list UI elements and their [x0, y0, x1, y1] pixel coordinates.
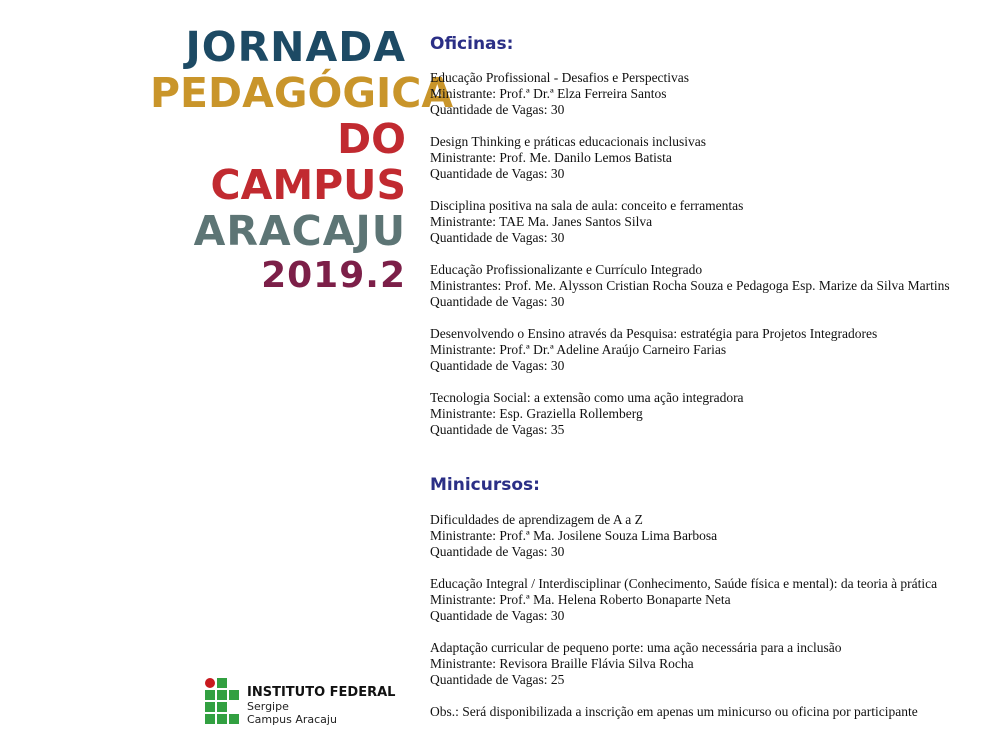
minicurso-vacancies: Quantidade de Vagas: 25	[430, 672, 565, 687]
oficina-instructor: Ministrante: TAE Ma. Janes Santos Silva	[430, 214, 653, 229]
logo-campus: Campus Aracaju	[247, 713, 337, 726]
oficina-instructor: Ministrante: Prof. Me. Danilo Lemos Batista	[430, 150, 672, 165]
oficina-vacancies: Quantidade de Vagas: 30	[430, 102, 565, 117]
oficina-title: Tecnologia Social: a extensão como uma ação integradora	[430, 390, 744, 405]
oficina-vacancies: Quantidade de Vagas: 30	[430, 230, 565, 245]
oficina-title: Disciplina positiva na sala de aula: conceito e ferramentas	[430, 198, 744, 213]
minicurso-title: Dificuldades de aprendizagem de A a Z	[430, 512, 643, 527]
oficina-vacancies: Quantidade de Vagas: 30	[430, 358, 565, 373]
instituto-federal-logo	[205, 678, 405, 733]
oficina-item	[430, 198, 995, 246]
event-title	[150, 23, 454, 298]
left-column	[0, 0, 454, 750]
minicurso-title: Educação Integral / Interdisciplinar (Conhecimento, Saúde física e mental): da teoria à prática	[430, 576, 938, 591]
oficina-vacancies: Quantidade de Vagas: 35	[430, 422, 565, 437]
oficina-item	[430, 262, 995, 310]
minicurso-vacancies: Quantidade de Vagas: 30	[430, 544, 565, 559]
title-line-1: JORNADA	[185, 23, 406, 71]
logo-institution: INSTITUTO FEDERAL	[247, 685, 396, 700]
minicursos-heading: Minicursos:	[430, 475, 540, 495]
oficina-vacancies: Quantidade de Vagas: 30	[430, 166, 565, 181]
oficina-item	[430, 326, 995, 374]
title-line-3: DO CAMPUS	[210, 115, 406, 209]
oficinas-heading: Oficinas:	[430, 34, 514, 54]
oficina-title: Educação Profissional - Desafios e Perspectivas	[430, 70, 690, 85]
oficina-item	[430, 134, 995, 182]
oficina-instructor: Ministrante: Esp. Graziella Rollemberg	[430, 406, 643, 421]
minicurso-item	[430, 512, 995, 560]
title-line-2: PEDAGÓGICA	[150, 69, 454, 117]
oficina-instructor: Ministrante: Prof.ª Dr.ª Adeline Araújo Carneiro Farias	[430, 342, 727, 357]
oficina-title: Desenvolvendo o Ensino através da Pesquisa: estratégia para Projetos Integradores	[430, 326, 878, 341]
minicurso-instructor: Ministrante: Revisora Braille Flávia Silva Rocha	[430, 656, 694, 671]
minicurso-instructor: Ministrante: Prof.ª Ma. Josilene Souza Lima Barbosa	[430, 528, 718, 543]
observation-note: Obs.: Será disponibilizada a inscrição em apenas um minicurso ou oficina por participante	[430, 704, 918, 719]
oficina-instructor: Ministrante: Prof.ª Dr.ª Elza Ferreira Santos	[430, 86, 667, 101]
oficina-item	[430, 390, 995, 438]
minicurso-item	[430, 576, 995, 624]
logo-text	[247, 686, 395, 726]
oficina-vacancies: Quantidade de Vagas: 30	[430, 294, 565, 309]
minicurso-vacancies: Quantidade de Vagas: 30	[430, 608, 565, 623]
minicurso-item	[430, 640, 995, 688]
title-line-4: ARACAJU	[193, 207, 406, 255]
right-column	[430, 0, 995, 750]
minicurso-instructor: Ministrante: Prof.ª Ma. Helena Roberto Bonaparte Neta	[430, 592, 731, 607]
oficina-title: Educação Profissionalizante e Currículo Integrado	[430, 262, 703, 277]
oficina-instructor: Ministrantes: Prof. Me. Alysson Cristian Rocha Souza e Pedagoga Esp. Marize da Silva Martins	[430, 278, 950, 293]
minicurso-title: Adaptação curricular de pequeno porte: uma ação necessária para a inclusão	[430, 640, 842, 655]
logo-icon	[205, 678, 241, 728]
title-edition: 2019.2	[261, 255, 406, 296]
oficina-title: Design Thinking e práticas educacionais inclusivas	[430, 134, 707, 149]
oficina-item	[430, 70, 995, 118]
logo-state: Sergipe	[247, 700, 289, 713]
